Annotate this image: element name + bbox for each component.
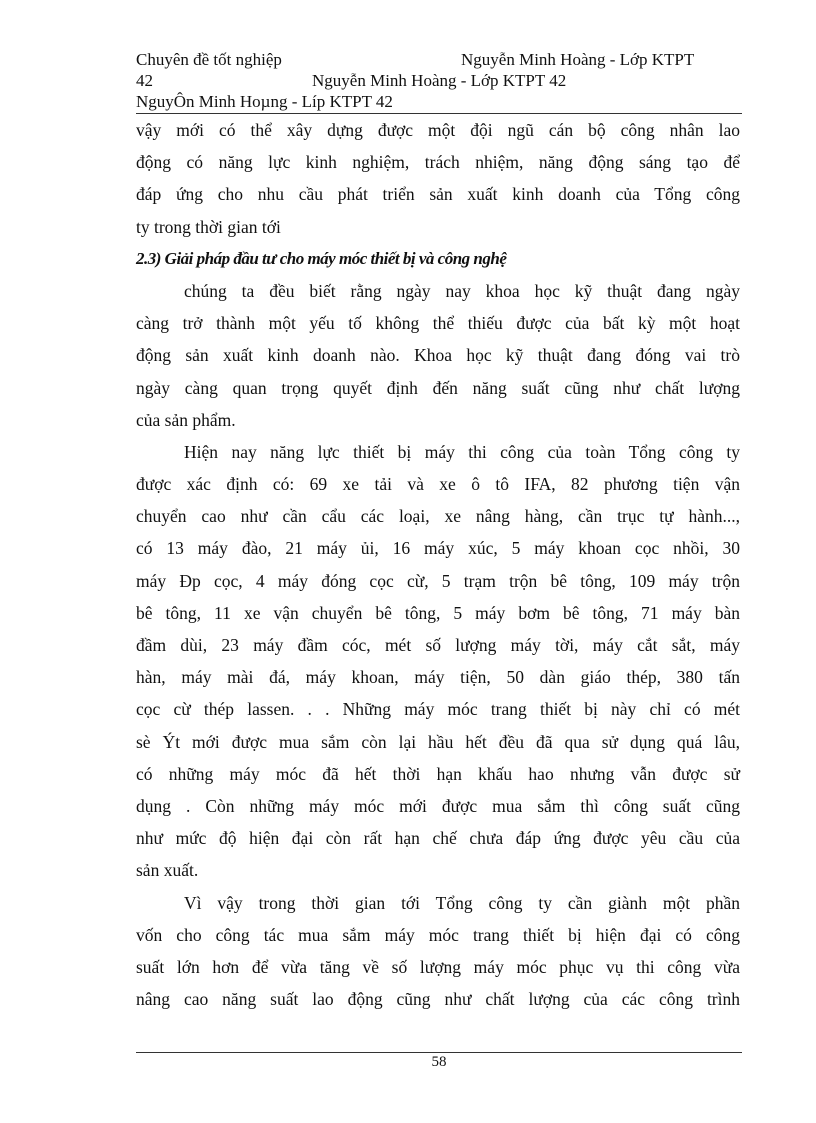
text-line: máy Đp cọc, 4 máy đóng cọc cừ, 5 trạm trộn bê tông, 109 máy trộn: [136, 570, 740, 591]
text-line: chúng ta đều biết rằng ngày nay khoa học kỹ thuật đang ngày: [184, 280, 740, 301]
text-line: đáp ứng cho nhu cầu phát triển sản xuất kinh doanh của Tổng công: [136, 184, 740, 205]
text-line: chuyển cao như cần cẩu các loại, xe nâng hàng, cần trục tự hành...,: [136, 506, 740, 527]
text-line: bê tông, 11 xe vận chuyển bê tông, 5 máy bơm bê tông, 71 máy bàn: [136, 602, 740, 623]
header-right: Nguyễn Minh Hoàng - Lớp KTPT: [461, 50, 695, 69]
text-line: vậy mới có thể xây dựng được một đội ngũ cán bộ công nhân lao: [136, 120, 740, 140]
text-line: nâng cao năng suất lao động cũng như chất lượng của các công trình: [136, 989, 740, 1010]
header-line2-center: Nguyễn Minh Hoàng - Lớp KTPT 42: [312, 71, 567, 90]
text-line: đầm dùi, 23 máy đầm cóc, mét số lượng máy tời, máy cắt sắt, máy: [136, 635, 740, 655]
header-line2-left: 42: [136, 71, 153, 90]
text-line: dụng . Còn những máy móc mới được mua sắm thì công suất cũng: [136, 795, 740, 816]
text-line: có những máy móc đã hết thời hạn khấu hao nhưng vẫn được sử: [136, 763, 740, 784]
section-heading: 2.3) Giải pháp đầu tư cho máy móc thiết bị và công nghệ: [136, 248, 507, 268]
text-line: ngày càng quan trọng quyết định đến năng suất cũng như chất lượng: [136, 377, 740, 398]
running-header-line-1: [136, 50, 740, 70]
text-line: càng trở thành một yếu tố không thể thiếu được của bất kỳ một hoạt: [136, 313, 740, 334]
text-line: ty trong thời gian tới: [136, 216, 281, 237]
text-line: suất lớn hơn để vừa tăng về số lượng máy móc phục vụ thi công vừa: [136, 956, 740, 977]
running-header-line-2: [136, 71, 740, 91]
text-line: như mức độ hiện đại còn rất hạn chế chưa đáp ứng được yêu cầu của: [136, 828, 740, 849]
text-line: cọc cừ thép lassen. . . Những máy móc trang thiết bị này chỉ có mét: [136, 699, 740, 720]
footer-rule: [136, 1052, 742, 1053]
page-number: 58: [431, 1054, 447, 1070]
header-line3: NguyÔn Minh Hoµng - Líp KTPT 42: [136, 92, 393, 111]
text-line: được xác định có: 69 xe tải và xe ô tô IFA, 82 phương tiện vận: [136, 474, 740, 495]
text-line: sè Ýt mới được mua sắm còn lại hầu hết đều đã qua sử dụng quá lâu,: [136, 731, 740, 752]
header-left: Chuyên đề tốt nghiệp: [136, 50, 282, 69]
text-line: Hiện nay năng lực thiết bị máy thi công của toàn Tổng công ty: [184, 441, 740, 462]
text-line: của sản phẩm.: [136, 409, 236, 430]
text-line: hàn, máy mài đá, máy khoan, máy tiện, 50 dàn giáo thép, 380 tấn: [136, 667, 740, 688]
document-body: [136, 114, 740, 1015]
text-line: có 13 máy đào, 21 máy ủi, 16 máy xúc, 5 máy khoan cọc nhồi, 30: [136, 538, 740, 559]
text-line: Vì vậy trong thời gian tới Tổng công ty cần giành một phần: [184, 892, 740, 913]
text-line: sản xuất.: [136, 860, 199, 881]
text-line: động có năng lực kinh nghiệm, trách nhiệm, năng động sáng tạo để: [136, 152, 740, 173]
text-line: vốn cho công tác mua sắm máy móc trang thiết bị hiện đại có công: [136, 924, 740, 945]
running-header-line-3: [136, 92, 740, 112]
text-line: động sản xuất kinh doanh nào. Khoa học kỹ thuật đang đóng vai trò: [136, 345, 740, 366]
